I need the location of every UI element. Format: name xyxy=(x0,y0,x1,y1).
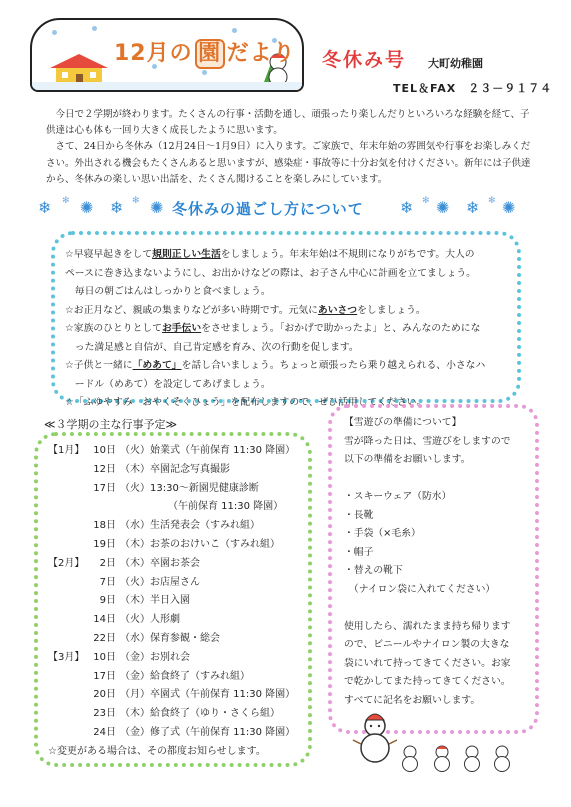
schedule-event: （木）お茶のおけいこ（すみれ組） xyxy=(120,538,280,550)
title-month: 12 xyxy=(114,41,147,66)
snow-box-line: 使用したら、濡れたまま持ち帰ります xyxy=(344,620,511,632)
schedule-note: ☆変更がある場合は、その都度お知らせします。 xyxy=(48,745,266,757)
snow-dot xyxy=(232,28,237,33)
tip-text: をさせましょう。「おかげで助かったよ」と、みんなのためにな xyxy=(201,323,481,334)
schedule-day: 7日 xyxy=(99,576,116,588)
snowman-icon xyxy=(430,744,454,772)
title-mid: 月の xyxy=(146,41,193,66)
schedule-event: （木）半日入園 xyxy=(120,595,190,607)
snow-box-line: ・手袋（×毛糸） xyxy=(344,528,421,539)
school-name: 大町幼稚園 xyxy=(428,57,483,70)
snow-box-line: すべてに記名をお願いします。 xyxy=(344,694,481,706)
snow-box-line: ので、ビニールやナイロン製の大きな xyxy=(344,639,510,650)
schedule-row xyxy=(48,574,308,593)
schedule-box xyxy=(34,432,312,767)
snow-box-line: ・スキーウェア（防水） xyxy=(344,491,452,502)
snowman-icon xyxy=(490,744,514,772)
tip-line: 毎日の朝ごはんはしっかりと食べましょう。 xyxy=(74,286,271,297)
snow-box-line: 雪が降った日は、雪遊びをしますので xyxy=(344,435,511,447)
snowflake-icon: ✻ xyxy=(422,196,430,206)
tip-text: をしましょう。 xyxy=(357,304,426,316)
schedule-event: （火）お店屋さん xyxy=(120,576,200,588)
intro-paragraph: 今日で２学期が終わります。たくさんの行事・活動を通し、頑張ったり楽しんだりといろいろな経験を経て、子供達は心も体も一回り大きく成長したように思います。 xyxy=(46,109,530,137)
schedule-row xyxy=(48,480,308,499)
snow-box-title: 【雪遊びの準備について】 xyxy=(344,417,462,428)
snowflake-icon: ❄ xyxy=(400,198,414,217)
tip-text: ☆子供と一緒に xyxy=(65,360,133,371)
schedule-row xyxy=(48,592,308,611)
schedule-day: 20日 xyxy=(93,689,116,701)
section-header xyxy=(38,196,528,226)
snow-box-line: で乾かしてまた持ってきてください。 xyxy=(344,676,511,687)
schedule-row xyxy=(48,630,308,649)
schedule-day: 10日 xyxy=(93,445,116,456)
tip-line xyxy=(65,246,507,265)
tip-emphasis: お手伝い xyxy=(161,323,202,334)
schedule-event: （金）お別れ会 xyxy=(120,651,190,663)
schedule-day: 22日 xyxy=(93,632,116,644)
snowman-icon xyxy=(398,744,422,772)
schedule-event: （木）卒園お茶会 xyxy=(120,557,200,569)
winter-tips-box xyxy=(51,231,521,408)
schedule-row xyxy=(48,498,308,517)
schedule-day: 23日 xyxy=(93,708,116,720)
schedule-row xyxy=(48,686,308,705)
snow-dot xyxy=(202,70,207,75)
snow-dot xyxy=(52,30,57,35)
tip-line xyxy=(65,357,507,376)
schedule-day: 12日 xyxy=(93,463,116,475)
snowman-large-icon xyxy=(352,712,398,764)
schedule-row xyxy=(48,724,308,743)
schedule-day: 10日 xyxy=(93,651,116,663)
schedule-row xyxy=(48,668,308,687)
title-end: だより xyxy=(226,41,296,66)
tip-line: った満足感と自信が、自己肯定感を育み、次の行動を促します。 xyxy=(74,341,359,353)
schedule-day: 9日 xyxy=(99,595,116,607)
header-banner xyxy=(30,18,304,92)
schedule-day: 19日 xyxy=(93,538,116,550)
schedule-row xyxy=(48,442,308,461)
schedule-month: 【1月】 xyxy=(48,445,85,456)
snow-box-line xyxy=(344,470,535,489)
schedule-event: （金）給食終了（すみれ組） xyxy=(120,670,250,682)
snow-box-line: ・帽子 xyxy=(344,546,374,558)
snow-dot xyxy=(92,26,97,31)
snow-box-line: ・長靴 xyxy=(344,509,374,521)
schedule-month: 【3月】 xyxy=(48,651,85,663)
intro-text xyxy=(46,107,534,188)
tip-text: をしましょう。年末年始は不規則になりがちです。大人の xyxy=(220,249,475,260)
snowflake-icon: ✺ xyxy=(436,198,450,217)
schedule-event: （火）始業式（午前保育 11:30 降園） xyxy=(120,445,296,456)
schedule-row xyxy=(48,536,308,555)
schedule-day: 17日 xyxy=(93,670,116,682)
schedule-event: （木）卒園記念写真撮影 xyxy=(120,463,230,475)
schedule-row xyxy=(48,611,308,630)
tip-emphasis: 規則正しい生活 xyxy=(152,249,221,260)
schedule-heading: ≪３学期の主な行事予定≫ xyxy=(44,418,178,431)
schedule-event: （火）13:30～新園児健康診断 xyxy=(120,482,259,494)
tip-text: ☆家族のひとりとして xyxy=(65,323,162,334)
schedule-row xyxy=(48,517,308,536)
schedule-event: （水）生活発表会（すみれ組） xyxy=(120,520,260,532)
snowflake-icon: ❄ xyxy=(38,198,52,217)
snowflake-icon: ✻ xyxy=(132,196,140,206)
tip-text: ☆早寝早起きをして xyxy=(65,249,153,260)
schedule-day: 14日 xyxy=(93,614,116,626)
tip-emphasis: 「めあて」 xyxy=(132,360,182,371)
snowflake-icon: ✻ xyxy=(488,196,496,206)
title-kindergarten-char: 園 xyxy=(195,39,225,69)
snow-ground xyxy=(32,82,302,90)
schedule-row xyxy=(48,705,308,724)
tip-text: ☆お正月など、親戚の集まりなどが多い時期です。元気に xyxy=(65,304,318,316)
snow-box-line: ・替えの靴下 xyxy=(344,565,403,576)
newsletter-title xyxy=(114,36,296,69)
tip-line: ペースに巻き込まないようにし、お出かけなどの際は、お子さん中心に計画を立てましょう。 xyxy=(65,267,476,279)
schedule-event: （火）人形劇 xyxy=(120,614,180,626)
schedule-row xyxy=(48,649,308,668)
tip-emphasis: あいさつ xyxy=(317,304,358,316)
schedule-event: （月）卒園式（午前保育 11:30 降園） xyxy=(120,689,296,701)
snow-play-box xyxy=(328,404,539,734)
snowman-icon xyxy=(460,744,484,772)
intro-paragraph: さて、24日から冬休み（12月24日～1月9日）に入ります。ご家族で、年末年始の雰囲気や行事をお楽しみください。外出される機会もたくさんあると思いますが、感染症・事故等に十分お気を付けください。新年には子供達から、冬休みの楽しい思い出話を、たくさん聞けることを楽しみにしています。 xyxy=(46,141,531,185)
schedule-day: 24日 xyxy=(93,726,116,738)
schedule-day: 2日 xyxy=(99,557,116,569)
schedule-row xyxy=(48,743,308,762)
snowflake-icon: ✺ xyxy=(502,198,516,217)
schedule-row xyxy=(48,555,308,574)
schedule-event: （午前保育 11:30 降園） xyxy=(168,501,284,513)
snowflake-icon: ❄ xyxy=(466,198,480,217)
snow-box-line: 袋にいれて持ってきてください。お家 xyxy=(344,657,511,669)
tip-line xyxy=(65,320,507,339)
schedule-row xyxy=(48,461,308,480)
schedule-day: 17日 xyxy=(93,482,116,494)
tip-line xyxy=(65,302,507,321)
snowflake-icon: ✺ xyxy=(80,198,94,217)
snow-box-line: （ナイロン袋に入れてください） xyxy=(344,583,496,595)
schedule-day: 18日 xyxy=(93,520,116,532)
schedule-event: （水）保育参観・総会 xyxy=(120,632,220,644)
schedule-event: （金）修了式（午前保育 11:30 降園） xyxy=(120,726,296,738)
tip-line: ☆「ふゆやすみ おやくそくひょう」を配布しますので、ぜひ活用してください。 xyxy=(65,397,427,408)
snowflake-icon: ❄ xyxy=(110,198,124,217)
snow-box-line: 以下の準備をお願いします。 xyxy=(344,454,471,465)
snowflake-icon: ✺ xyxy=(150,198,164,217)
snow-box-line xyxy=(344,599,535,618)
schedule-event: （木）給食終了（ゆり・さくら組） xyxy=(120,708,280,720)
section-title: 冬休みの過ごし方について xyxy=(172,200,364,218)
snowflake-icon: ✻ xyxy=(62,196,70,206)
issue-title: 冬休み号 xyxy=(322,49,407,71)
tip-text: を話し合いましょう。ちょっと頑張ったら乗り越えられる、小さなハ xyxy=(181,360,486,371)
tip-line: ードル（めあて）を設定してあげましょう。 xyxy=(74,378,271,390)
tel-fax: TEL＆FAX ２３－９１７４ xyxy=(393,82,553,95)
schedule-month: 【2月】 xyxy=(48,557,85,569)
